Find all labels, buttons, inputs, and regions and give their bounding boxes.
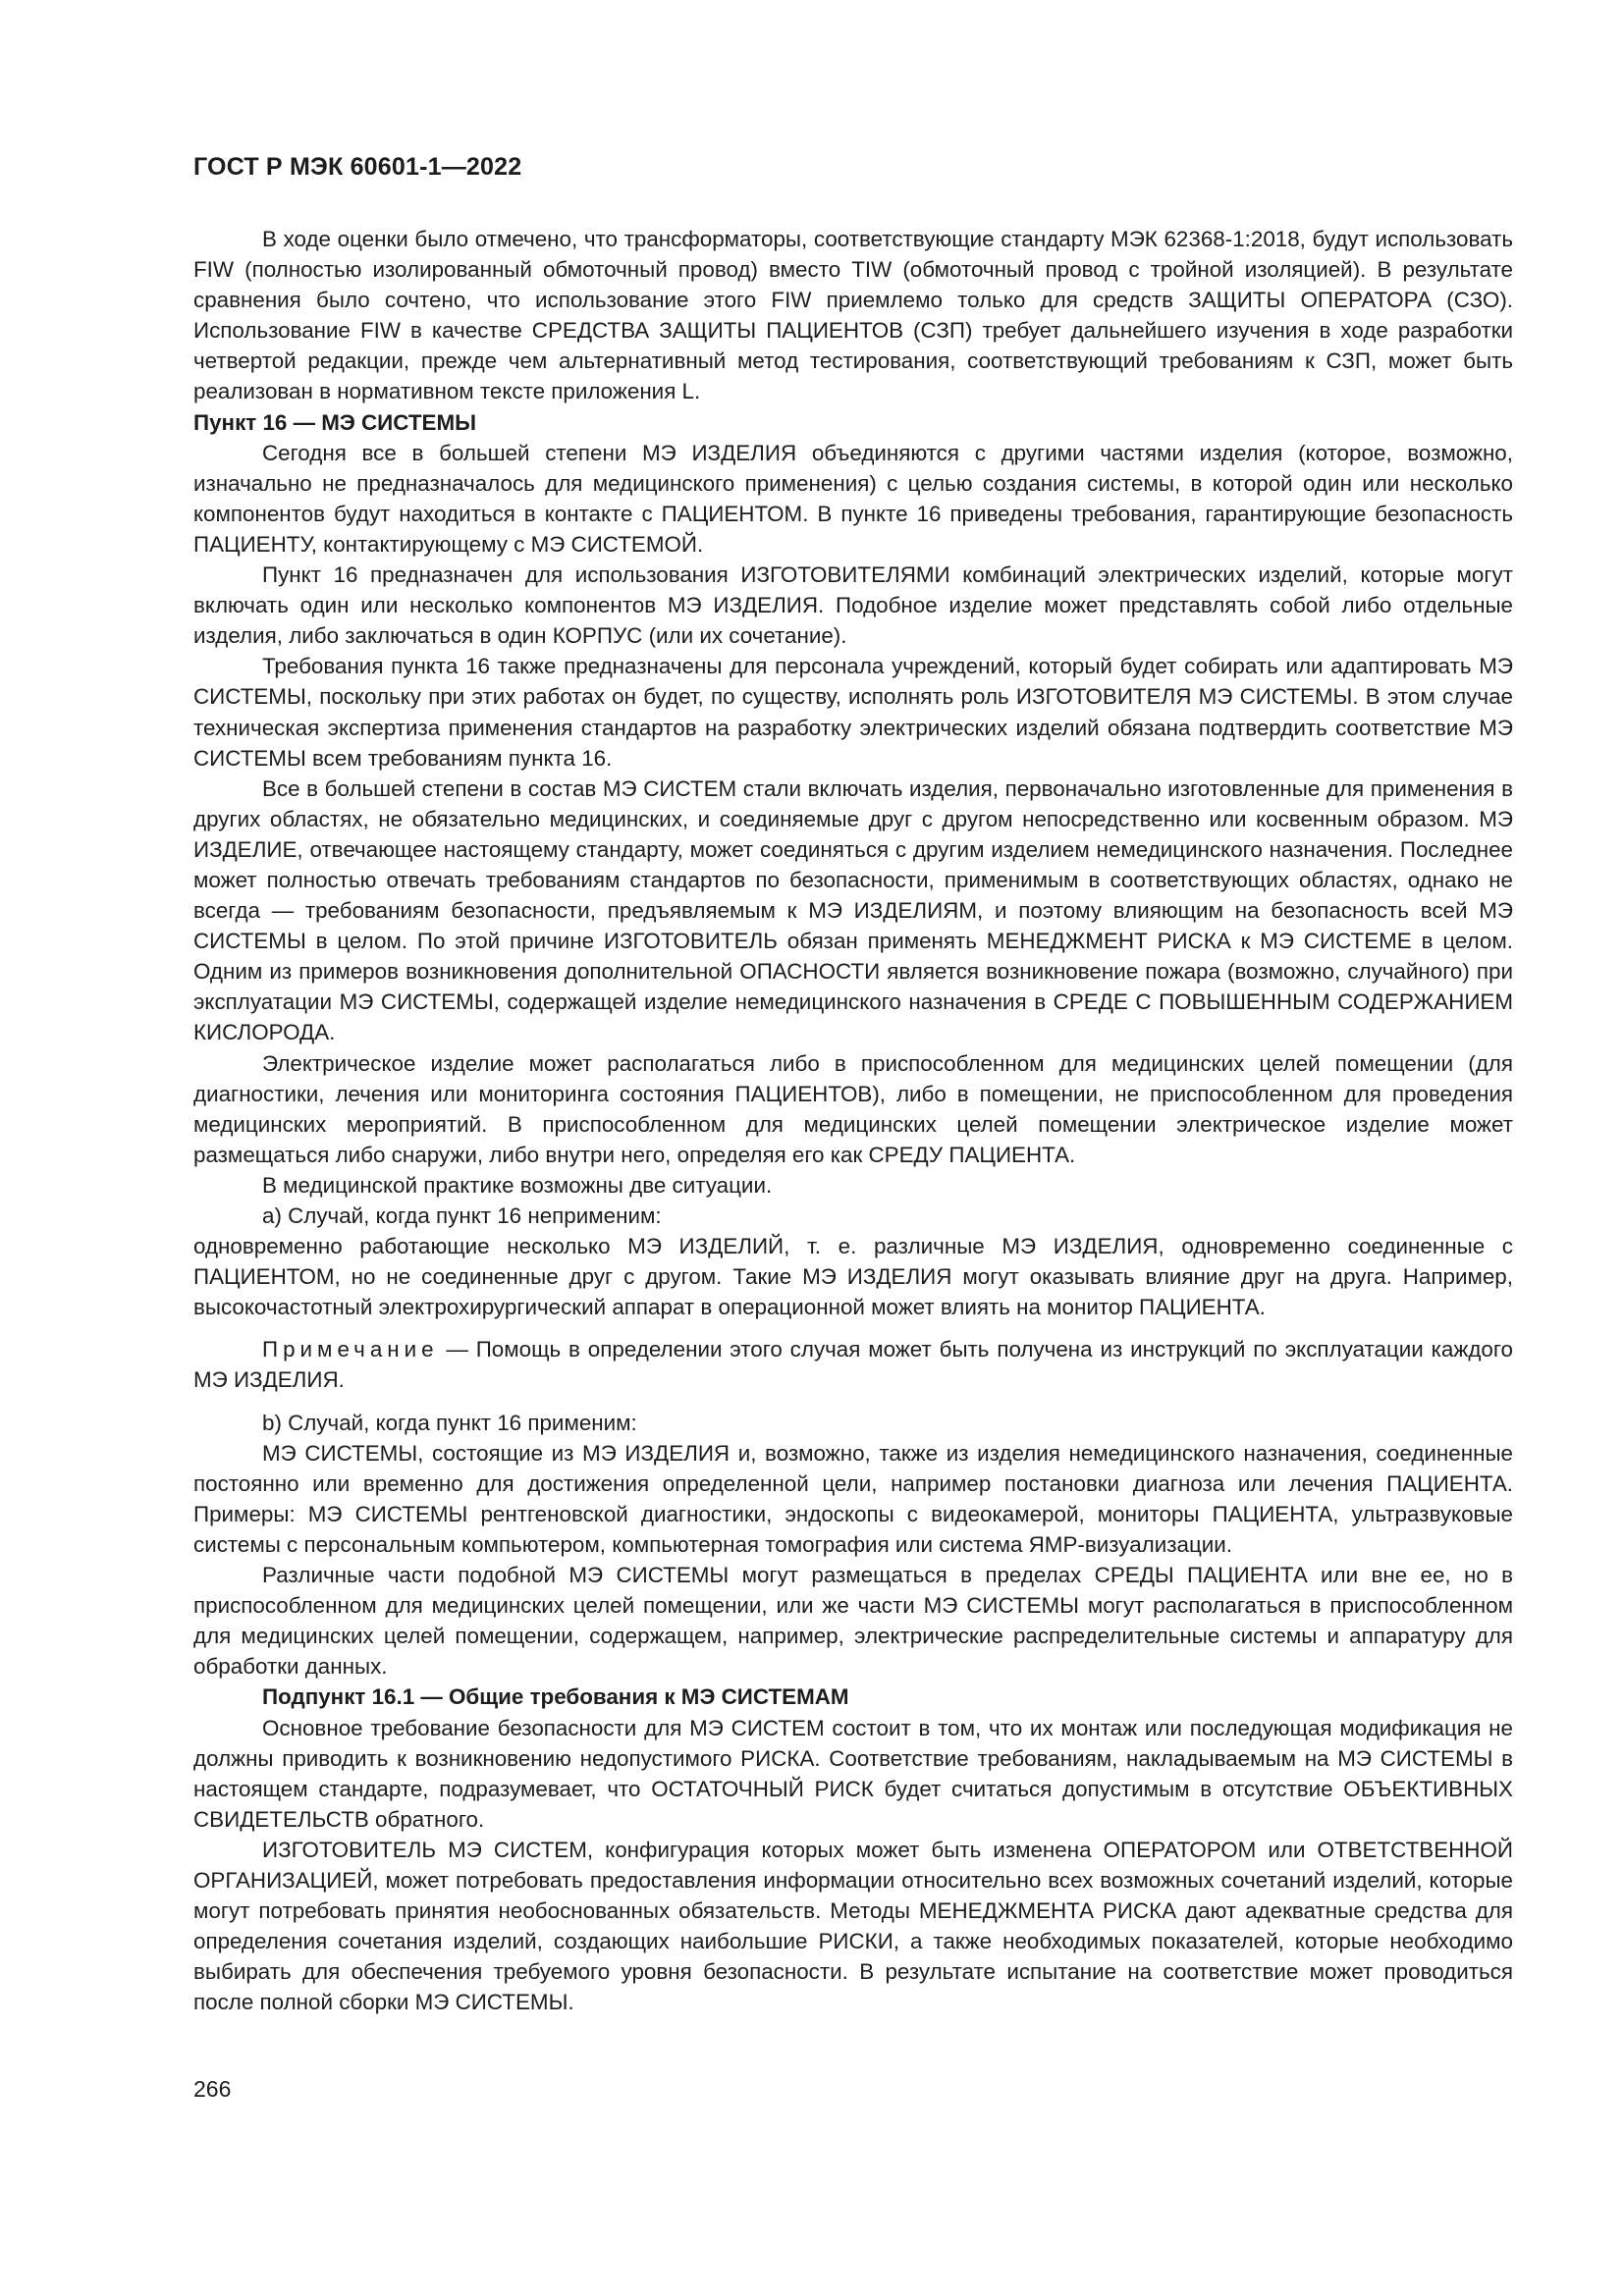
paragraph-premises: Электрическое изделие может располагаться либо в приспособленном для медицинских целей помещении (для диагностики, лечения или мониторинга состояния ПАЦИЕНТОВ), либо в помещении, не приспособленном для проведения медицинских мероприятий. В приспособленном для медицинских целей помещении электрическое изделие может размещаться либо снаружи, либо внутри него, определяя его как СРЕДУ ПАЦИЕНТА. xyxy=(193,1050,1513,1167)
paragraph-systems-intro: Сегодня все в большей степени МЭ ИЗДЕЛИЯ объединяются с другими частями изделия (которое, возможно, изначально не предназначалось для медицинского применения) с целью создания системы, в которой один или несколько компонентов будут находиться в контакте с ПАЦИЕНТОМ. В пункте 16 приведены требования, гарантирующие безопасность ПАЦИЕНТУ, контактирующему с МЭ СИСТЕМОЙ. xyxy=(193,440,1513,557)
paragraph-manufacturer-configuration: ИЗГОТОВИТЕЛЬ МЭ СИСТЕМ, конфигурация которых может быть изменена ОПЕРАТОРОМ или ОТВЕТСТВЕННОЙ ОРГАНИЗАЦИЕЙ, может потребовать предоставления информации относительно всех возможных сочетаний изделий, которые могут потребовать принятия необоснованных обязательств. Методы МЕНЕДЖМЕНТА РИСКА дают адекватные средства для определения сочетания изделий, создающих наибольшие РИСКИ, а также необходимых показателей, которые необходимо выбирать для обеспечения требуемого уровня безопасности. В результате испытание на соответствие может проводиться после полной сборки МЭ СИСТЕМЫ. xyxy=(193,1837,1513,2015)
paragraph-non-medical-equipment: Все в большей степени в состав МЭ СИСТЕМ стали включать изделия, первоначально изготовленные для применения в других областях, не обязательно медицинских, и соединяемые друг с другом непосредственно или косвенным образом. МЭ ИЗДЕЛИЕ, отвечающее настоящему стандарту, может соединяться с другим изделием немедицинского назначения. Последнее может полностью отвечать требованиям стандартов по безопасности, применимым в соответствующих областях, однако не всегда — требованиям безопасности, предъявляемым к МЭ ИЗДЕЛИЯМ, и поэтому влияющим на безопасность всей МЭ СИСТЕМЫ в целом. По этой причине ИЗГОТОВИТЕЛЬ обязан применять МЕНЕДЖМЕНТ РИСКА к МЭ СИСТЕМЕ в целом. Одним из примеров возникновения дополнительной ОПАСНОСТИ является возникновение пожара (возможно, случайного) при эксплуатации МЭ СИСТЕМЫ, содержащей изделие немедицинского назначения в СРЕДЕ С ПОВЫШЕННЫМ СОДЕРЖАНИЕМ КИСЛОРОДА. xyxy=(193,775,1513,1045)
paragraph-case-a-body: одновременно работающие несколько МЭ ИЗДЕЛИЙ, т. е. различные МЭ ИЗДЕЛИЯ, одновременно соединенные с ПАЦИЕНТОМ, но не соединенные друг с другом. Такие МЭ ИЗДЕЛИЯ могут оказывать влияние друг на друга. Например, высокочастотный электрохирургический аппарат в операционной может влиять на монитор ПАЦИЕНТА. xyxy=(193,1234,1513,1320)
paragraph-system-parts: Различные части подобной МЭ СИСТЕМЫ могут размещаться в пределах СРЕДЫ ПАЦИЕНТА или вне ее, но в приспособленном для медицинских целей помещении, или же части МЭ СИСТЕМЫ могут располагаться в приспособленном для медицинских целей помещении, содержащем, например, электрические распределительные системы и аппаратуру для обработки данных. xyxy=(193,1563,1513,1680)
paragraph-fiw-assessment: В ходе оценки было отмечено, что трансформаторы, соответствующие стандарту МЭК 62368-1:2018, будут использовать FIW (полностью изолированный обмоточный провод) вместо TIW (обмоточный провод с тройной изоляцией). В результате сравнения было сочтено, что использование этого FIW приемлемо только для средств ЗАЩИТЫ ОПЕРАТОРА (СЗО). Использование FIW в качестве СРЕДСТВА ЗАЩИТЫ ПАЦИЕНТОВ (СЗП) требует дальнейшего изучения в ходе разработки четвертой редакции, прежде чем альтернативный метод тестирования, соответствующий требованиям к СЗП, может быть реализован в нормативном тексте приложения L. xyxy=(193,227,1513,404)
paragraph-case-b-heading: b) Случай, когда пункт 16 применим: xyxy=(262,1410,637,1435)
paragraph-clause-16-purpose: Пункт 16 предназначен для использования ИЗГОТОВИТЕЛЯМИ комбинаций электрических изделий, которые могут включать один или несколько компонентов МЭ ИЗДЕЛИЯ. Подобное изделие может представлять собой либо отдельные изделия, либо заключаться в один КОРПУС (или их сочетание). xyxy=(193,562,1513,649)
subheading-clause-16: Пункт 16 — МЭ СИСТЕМЫ xyxy=(193,409,477,435)
subheading-subclause-16-1: Подпункт 16.1 — Общие требования к МЭ СИСТЕМАМ xyxy=(262,1684,849,1710)
note-paragraph xyxy=(193,1334,1513,1395)
paragraph-institution-staff: Требования пункта 16 также предназначены для персонала учреждений, который будет собирать или адаптировать МЭ СИСТЕМЫ, поскольку при этих работах он будет, по существу, исполнять роль ИЗГОТОВИТЕЛЯ МЭ СИСТЕМЫ. В этом случае техническая экспертиза применения стандартов на разработку электрических изделий обязана подтвердить соответствие МЭ СИСТЕМЫ всем требованиям пункта 16. xyxy=(193,654,1513,771)
document-body xyxy=(193,224,1513,2017)
note-label: Примечание xyxy=(262,1337,439,1362)
paragraph-case-a-heading: а) Случай, когда пункт 16 неприменим: xyxy=(262,1203,662,1228)
paragraph-basic-safety: Основное требование безопасности для МЭ СИСТЕМ состоит в том, что их монтаж или последующая модификация не должны приводить к возникновению недопустимого РИСКА. Соответствие требованиям, накладываемым на МЭ СИСТЕМЫ в настоящем стандарте, подразумевает, что ОСТАТОЧНЫЙ РИСК будет считаться допустимым в отсутствие ОБЪЕКТИВНЫХ СВИДЕТЕЛЬСТВ обратного. xyxy=(193,1715,1513,1832)
document-header: ГОСТ Р МЭК 60601-1—2022 xyxy=(193,153,522,181)
paragraph-case-b-body: МЭ СИСТЕМЫ, состоящие из МЭ ИЗДЕЛИЯ и, возможно, также из изделия немедицинского назначения, соединенные постоянно или временно для достижения определенной цели, например постановки диагноза или лечения ПАЦИЕНТА. Примеры: МЭ СИСТЕМЫ рентгеновской диагностики, эндоскопы с видеокамерой, мониторы ПАЦИЕНТА, ультразвуковые системы с персональным компьютером, компьютерная томография или система ЯМР-визуализации. xyxy=(193,1440,1513,1557)
page-number: 266 xyxy=(193,2076,232,2102)
paragraph-two-situations: В медицинской практике возможны две ситуации. xyxy=(262,1172,773,1198)
note-text: — Помощь в определении этого случая может быть получена из инструкций по эксплуатации каждого МЭ ИЗДЕЛИЯ. xyxy=(193,1337,1513,1393)
